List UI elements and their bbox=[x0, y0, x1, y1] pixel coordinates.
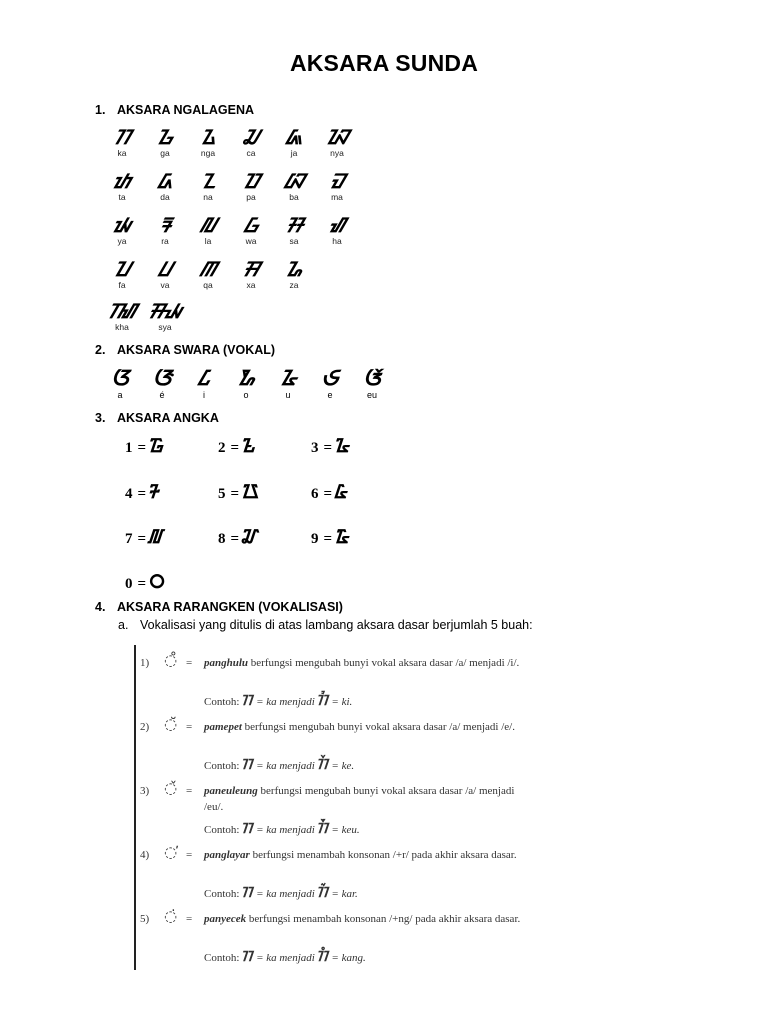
ngalagena-latin: ya bbox=[117, 236, 127, 246]
ngalagena-char-da bbox=[143, 170, 187, 202]
ngalagena-char-nya bbox=[315, 126, 359, 158]
ngalagena-latin: na bbox=[203, 192, 213, 202]
angka-number: 3 bbox=[311, 440, 319, 456]
example-result-glyph: ᮊᮤ bbox=[317, 693, 329, 709]
angka-digit-4 bbox=[125, 478, 159, 505]
swara-latin: o bbox=[243, 390, 249, 400]
swara-glyph: ᮃ bbox=[110, 366, 130, 390]
ngalagena-char-va bbox=[143, 258, 187, 290]
swara-char-3 bbox=[226, 366, 266, 400]
angka-glyph: ᮰ bbox=[149, 571, 165, 593]
item-description bbox=[204, 847, 534, 863]
rarangken-name: pamepet bbox=[204, 721, 242, 733]
angka-equals: = bbox=[230, 486, 240, 502]
angka-number: 6 bbox=[311, 486, 319, 502]
example-result-glyph: ᮊᮩ bbox=[317, 821, 329, 837]
ngalagena-glyph: ᮮ bbox=[108, 299, 136, 323]
angka-equals: = bbox=[137, 486, 147, 502]
ngalagena-glyph: ᮕ bbox=[243, 169, 259, 193]
example-middle: = ka menjadi bbox=[256, 760, 315, 772]
angka-digit-2 bbox=[218, 432, 255, 459]
rarangken-item-panyecek bbox=[140, 907, 536, 971]
ngalagena-latin: qa bbox=[203, 280, 213, 290]
angka-glyph: ᮸ bbox=[242, 526, 258, 548]
angka-digit-7 bbox=[125, 523, 163, 550]
ngalagena-glyph: ᮍ bbox=[200, 125, 216, 149]
example-label: Contoh: bbox=[204, 824, 240, 836]
ngalagena-latin: wa bbox=[245, 236, 257, 246]
angka-glyph: ᮶ bbox=[335, 481, 348, 503]
ngalagena-latin: ka bbox=[117, 148, 127, 158]
swara-glyph: ᮄ bbox=[198, 366, 210, 390]
ngalagena-glyph: ᮛ bbox=[159, 213, 171, 237]
rarangken-mark-icon: ◌̕ bbox=[164, 843, 178, 861]
ngalagena-glyph: ᮐ bbox=[285, 257, 303, 281]
angka-number: 1 bbox=[125, 440, 133, 456]
rarangken-item-panghulu bbox=[140, 651, 536, 715]
rarangken-panel bbox=[134, 645, 536, 970]
angka-glyph: ᮲ bbox=[242, 435, 256, 457]
ngalagena-latin: ja bbox=[290, 148, 298, 158]
angka-equals: = bbox=[323, 486, 333, 502]
angka-equals: = bbox=[137, 576, 147, 592]
example-base-glyph: ᮊ bbox=[242, 693, 254, 709]
swara-char-1 bbox=[142, 366, 182, 400]
angka-digit-9 bbox=[311, 523, 349, 550]
ngalagena-char-ra bbox=[143, 214, 187, 246]
ngalagena-char-na bbox=[186, 170, 230, 202]
example-middle: = ka menjadi bbox=[256, 824, 315, 836]
swara-latin: u bbox=[285, 390, 291, 400]
ngalagena-char-xa bbox=[229, 258, 273, 290]
example-base-glyph: ᮊ bbox=[242, 949, 254, 965]
example-label: Contoh: bbox=[204, 760, 240, 772]
ngalagena-glyph: ᮎ bbox=[243, 125, 259, 149]
rarangken-mark-icon: ◌̌ bbox=[164, 779, 178, 797]
ngalagena-latin: ha bbox=[332, 236, 342, 246]
ngalagena-glyph: ᮓ bbox=[157, 169, 173, 193]
rarangken-name: panyecek bbox=[204, 913, 247, 925]
ngalagena-char-ba bbox=[272, 170, 316, 202]
angka-equals: = bbox=[323, 531, 333, 547]
angka-glyph: ᮱ bbox=[149, 435, 165, 457]
rarangken-desc: berfungsi mengubah bunyi vokal aksara dasar /a/ menjadi /eu/. bbox=[204, 785, 515, 813]
example-result-glyph: ᮊᮀ bbox=[317, 949, 329, 965]
ngalagena-latin: ba bbox=[289, 192, 299, 202]
angka-digit-0 bbox=[125, 568, 165, 595]
angka-number: 4 bbox=[125, 486, 133, 502]
ngalagena-char-kha bbox=[100, 300, 144, 332]
ngalagena-latin: pa bbox=[246, 192, 256, 202]
ngalagena-char-fa bbox=[100, 258, 144, 290]
swara-latin: e bbox=[327, 390, 333, 400]
ngalagena-latin: ga bbox=[160, 148, 170, 158]
section-heading-rarangken: 4. AKSARA RARANGKEN (VOKALISASI) bbox=[95, 600, 343, 614]
item-index: 2) bbox=[140, 721, 150, 733]
swara-char-5 bbox=[310, 366, 350, 400]
angka-glyph: ᮴ bbox=[149, 481, 160, 503]
angka-number: 8 bbox=[218, 531, 226, 547]
swara-glyph: ᮉ bbox=[362, 366, 382, 390]
ngalagena-char-ka bbox=[100, 126, 144, 158]
example-middle: = ka menjadi bbox=[256, 952, 315, 964]
ngalagena-latin: sya bbox=[158, 322, 172, 332]
ngalagena-glyph: ᮘ bbox=[284, 169, 304, 193]
section-heading-swara: 2. AKSARA SWARA (VOKAL) bbox=[95, 343, 276, 357]
ngalagena-glyph: ᮝ bbox=[244, 213, 258, 237]
rarangken-mark-icon: ◌̆ bbox=[164, 715, 178, 733]
angka-number: 2 bbox=[218, 440, 226, 456]
ngalagena-glyph: ᮋ bbox=[200, 257, 216, 281]
ngalagena-char-ta bbox=[100, 170, 144, 202]
example-label: Contoh: bbox=[204, 952, 240, 964]
angka-equals: = bbox=[230, 440, 240, 456]
ngalagena-char-ga bbox=[143, 126, 187, 158]
ngalagena-char-sya bbox=[143, 300, 187, 332]
angka-equals: = bbox=[323, 440, 333, 456]
angka-glyph: ᮹ bbox=[335, 526, 350, 548]
example-result-glyph: ᮊᮨ bbox=[317, 757, 329, 773]
rarangken-item-panglayar bbox=[140, 843, 536, 907]
swara-char-4 bbox=[268, 366, 308, 400]
angka-number: 0 bbox=[125, 576, 133, 592]
ngalagena-char-ha bbox=[315, 214, 359, 246]
ngalagena-latin: nga bbox=[200, 148, 216, 158]
ngalagena-char-sa bbox=[272, 214, 316, 246]
example-output: = ke. bbox=[331, 760, 355, 772]
example-base-glyph: ᮊ bbox=[242, 757, 254, 773]
item-equals: = bbox=[186, 657, 193, 669]
rarangken-name: paneuleung bbox=[204, 785, 258, 797]
example-output: = ki. bbox=[331, 696, 353, 708]
ngalagena-char-ma bbox=[315, 170, 359, 202]
ngalagena-glyph: ᮚ bbox=[113, 213, 131, 237]
rarangken-name: panghulu bbox=[204, 657, 249, 669]
ngalagena-char-ja bbox=[272, 126, 316, 158]
swara-latin: a bbox=[117, 390, 123, 400]
ngalagena-latin: ca bbox=[246, 148, 256, 158]
example-label: Contoh: bbox=[204, 888, 240, 900]
item-example bbox=[204, 885, 358, 902]
item-index: 1) bbox=[140, 657, 150, 669]
angka-glyph: ᮵ bbox=[242, 481, 259, 503]
ngalagena-char-za bbox=[272, 258, 316, 290]
swara-latin: é bbox=[159, 390, 165, 400]
ngalagena-glyph: ᮗ bbox=[158, 257, 172, 281]
swara-latin: eu bbox=[366, 390, 377, 400]
item-equals: = bbox=[186, 913, 193, 925]
swara-glyph: ᮈ bbox=[321, 366, 339, 390]
ngalagena-glyph: ᮑ bbox=[326, 125, 348, 149]
angka-equals: = bbox=[230, 531, 240, 547]
item-description bbox=[204, 783, 534, 815]
example-middle: = ka menjadi bbox=[256, 888, 315, 900]
section-heading-ngalagena: 1. AKSARA NGALAGENA bbox=[95, 103, 255, 117]
swara-char-2 bbox=[184, 366, 224, 400]
ngalagena-char-wa bbox=[229, 214, 273, 246]
angka-digit-5 bbox=[218, 478, 259, 505]
example-label: Contoh: bbox=[204, 696, 240, 708]
ngalagena-latin: ra bbox=[161, 236, 169, 246]
item-description bbox=[204, 655, 534, 671]
item-description bbox=[204, 911, 534, 927]
example-output: = kar. bbox=[331, 888, 358, 900]
ngalagena-char-pa bbox=[229, 170, 273, 202]
ngalagena-latin: da bbox=[160, 192, 170, 202]
angka-digit-6 bbox=[311, 478, 348, 505]
rarangken-desc: berfungsi mengubah bunyi vokal aksara dasar /a/ menjadi /i/. bbox=[248, 657, 520, 669]
rarangken-desc: berfungsi mengubah bunyi vokal aksara dasar /a/ menjadi /e/. bbox=[241, 721, 515, 733]
item-equals: = bbox=[186, 721, 193, 733]
subsection-a: a. Vokalisasi yang ditulis di atas lambang aksara dasar berjumlah 5 buah: bbox=[118, 618, 533, 632]
ngalagena-char-la bbox=[186, 214, 230, 246]
ngalagena-latin: xa bbox=[246, 280, 256, 290]
ngalagena-char-ya bbox=[100, 214, 144, 246]
ngalagena-glyph: ᮏ bbox=[285, 125, 303, 149]
example-result-glyph: ᮊᮁ bbox=[317, 885, 329, 901]
page-title: AKSARA SUNDA bbox=[289, 50, 479, 76]
ngalagena-glyph: ᮊ bbox=[114, 125, 130, 149]
example-base-glyph: ᮊ bbox=[242, 885, 254, 901]
item-example bbox=[204, 949, 366, 966]
ngalagena-latin: kha bbox=[115, 322, 129, 332]
ngalagena-glyph: ᮖ bbox=[114, 257, 130, 281]
ngalagena-glyph: ᮔ bbox=[200, 169, 216, 193]
item-index: 3) bbox=[140, 785, 150, 797]
ngalagena-latin: sa bbox=[289, 236, 299, 246]
angka-digit-1 bbox=[125, 432, 164, 459]
angka-number: 7 bbox=[125, 531, 133, 547]
swara-glyph: ᮆ bbox=[152, 366, 172, 390]
item-description bbox=[204, 719, 534, 735]
ngalagena-char-ca bbox=[229, 126, 273, 158]
ngalagena-glyph: ᮠ bbox=[329, 213, 345, 237]
swara-char-6 bbox=[352, 366, 392, 400]
section-heading-angka: 3. AKSARA ANGKA bbox=[95, 411, 219, 425]
ngalagena-char-nga bbox=[186, 126, 230, 158]
item-example bbox=[204, 757, 354, 774]
ngalagena-latin: za bbox=[289, 280, 299, 290]
swara-latin: i bbox=[203, 390, 205, 400]
ngalagena-glyph: ᮌ bbox=[156, 125, 174, 149]
ngalagena-glyph: ᮜ bbox=[200, 213, 216, 237]
ngalagena-latin: nya bbox=[330, 148, 344, 158]
example-output: = keu. bbox=[331, 824, 360, 836]
rarangken-desc: berfungsi menambah konsonan /+r/ pada akhir aksara dasar. bbox=[249, 849, 517, 861]
example-middle: = ka menjadi bbox=[256, 696, 315, 708]
ngalagena-glyph: ᮟ bbox=[243, 257, 259, 281]
item-example bbox=[204, 693, 352, 710]
swara-glyph: ᮅ bbox=[279, 366, 297, 390]
example-base-glyph: ᮊ bbox=[242, 821, 254, 837]
rarangken-item-pamepet bbox=[140, 715, 536, 779]
item-index: 4) bbox=[140, 849, 150, 861]
angka-digit-8 bbox=[218, 523, 257, 550]
angka-equals: = bbox=[137, 440, 147, 456]
ngalagena-latin: ta bbox=[118, 192, 126, 202]
ngalagena-glyph: ᮞ bbox=[286, 213, 302, 237]
ngalagena-glyph: ᮒ bbox=[113, 169, 131, 193]
angka-glyph: ᮳ bbox=[335, 435, 350, 457]
swara-char-0 bbox=[100, 366, 140, 400]
angka-number: 9 bbox=[311, 531, 319, 547]
ngalagena-char-qa bbox=[186, 258, 230, 290]
rarangken-item-paneuleung bbox=[140, 779, 536, 843]
swara-glyph: ᮇ bbox=[237, 366, 255, 390]
item-equals: = bbox=[186, 785, 193, 797]
ngalagena-latin: la bbox=[204, 236, 212, 246]
ngalagena-latin: fa bbox=[118, 280, 126, 290]
rarangken-mark-icon: ◌̇ bbox=[164, 907, 178, 925]
angka-number: 5 bbox=[218, 486, 226, 502]
item-example bbox=[204, 821, 360, 838]
item-equals: = bbox=[186, 849, 193, 861]
ngalagena-latin: ma bbox=[331, 192, 343, 202]
ngalagena-glyph: ᮙ bbox=[330, 169, 344, 193]
angka-equals: = bbox=[137, 531, 147, 547]
angka-glyph: ᮷ bbox=[149, 526, 164, 548]
ngalagena-glyph: ᮯ bbox=[148, 299, 182, 323]
angka-digit-3 bbox=[311, 432, 350, 459]
example-output: = kang. bbox=[331, 952, 366, 964]
rarangken-desc: berfungsi menambah konsonan /+ng/ pada akhir aksara dasar. bbox=[246, 913, 521, 925]
rarangken-mark-icon: ◌̊ bbox=[164, 651, 178, 669]
item-index: 5) bbox=[140, 913, 150, 925]
rarangken-name: panglayar bbox=[204, 849, 250, 861]
ngalagena-latin: va bbox=[160, 280, 170, 290]
